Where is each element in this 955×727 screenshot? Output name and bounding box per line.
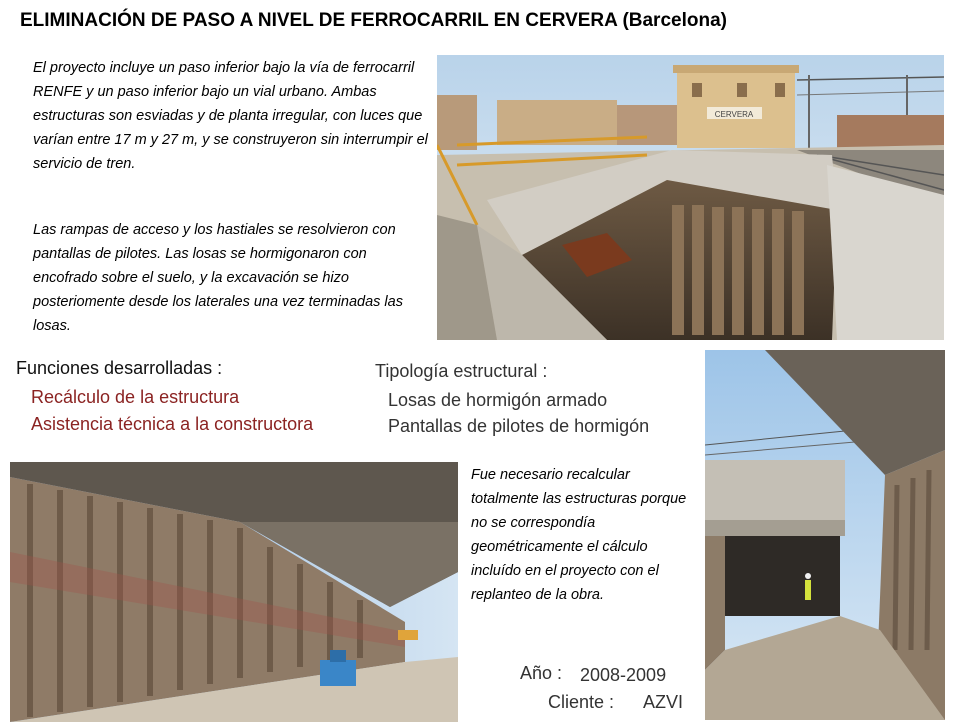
title-main: ELIMINACIÓN DE PASO A NIVEL DE FERROCARRIL EN CERVERA — [20, 10, 618, 31]
station-sign: CERVERA — [714, 110, 754, 119]
year-value: 2008-2009 — [580, 665, 667, 685]
photo-station-excavation — [437, 55, 944, 340]
year-label: Año : — [520, 663, 563, 683]
funcion-item-asistencia: Asistencia técnica a la constructora — [31, 414, 314, 434]
tipologia-item-pantallas: Pantallas de pilotes de hormigón — [388, 416, 650, 436]
title-location: (Barcelona) — [622, 10, 727, 31]
page-title — [20, 10, 727, 32]
photo-underpass-piles — [10, 462, 458, 722]
recalculo-paragraph: Fue necesario recalcular totalmente las estructuras porque no se correspondía geométricamente el cálculo incluído en el proyecto con el replanteo de la obra. — [471, 467, 687, 603]
intro-paragraph: El proyecto incluye un paso inferior bajo la vía de ferrocarril RENFE y un paso inferior bajo un vial urbano. Ambas estructuras son esviadas y de planta irregular, con luces que varían entre 17 m y 27 m, y se construyeron sin interrumpir el servicio de tren. — [33, 60, 428, 172]
client-value: AZVI — [643, 692, 684, 712]
funcion-item-recalculo: Recálculo de la estructura — [31, 387, 240, 407]
funciones-heading: Funciones desarrolladas : — [16, 358, 223, 378]
tipologia-item-losas: Losas de hormigón armado — [388, 390, 608, 410]
rampas-paragraph: Las rampas de acceso y los hastiales se resolvieron con pantallas de pilotes. Las losas se hormigonaron con encofrado sobre el suelo, y la excavación se hizo posteriomente desde los laterales una vez terminadas las losas. — [33, 222, 403, 334]
tipologia-heading: Tipología estructural : — [375, 361, 548, 381]
client-label: Cliente : — [548, 692, 615, 712]
photo-tunnel-tracks — [705, 350, 945, 720]
